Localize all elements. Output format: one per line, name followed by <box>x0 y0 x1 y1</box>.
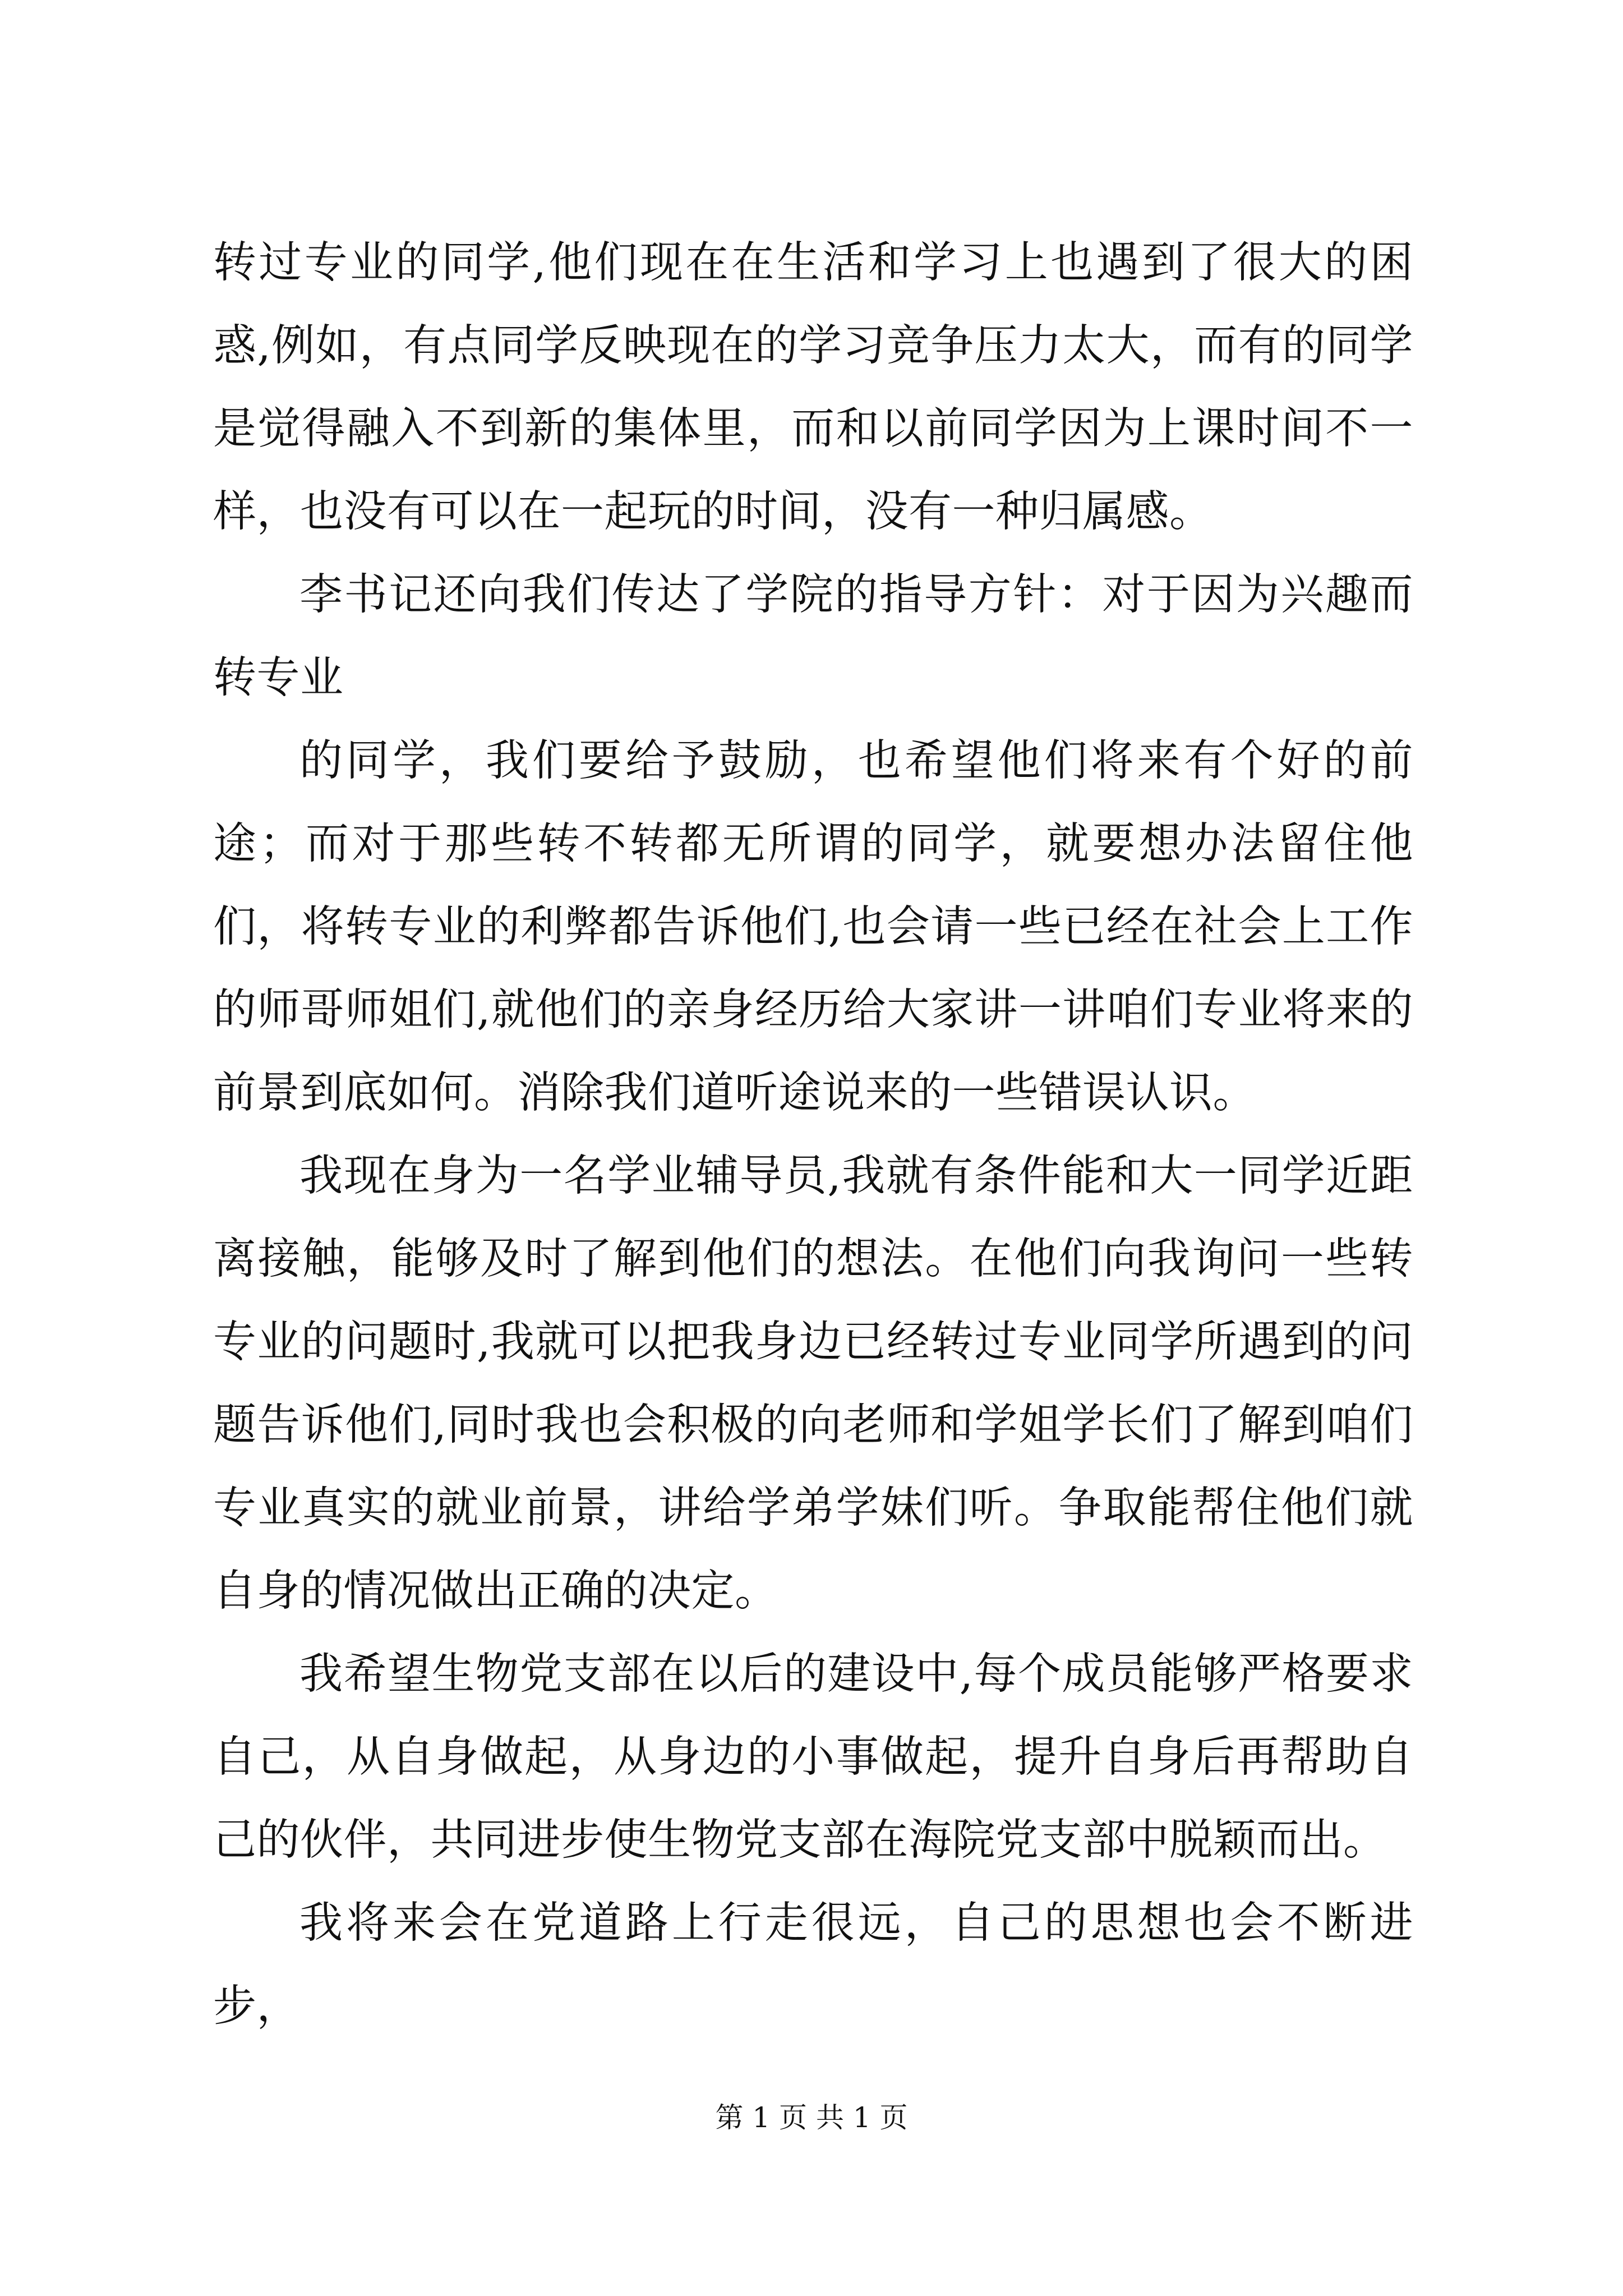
paragraph-encouragement: 的同学，我们要给予鼓励，也希望他们将来有个好的前途；而对于那些转不转都无所谓的同学，就要想办法留住他们，将转专业的利弊都告诉他们,也会请一些已经在社会上工作的师哥师姐们,就他们的亲身经历给大家讲一讲咱们专业将来的前景到底如何。消除我们道听途说来的一些错误认识。 <box>213 736 1413 1118</box>
paragraph-future: 我将来会在党道路上行走很远，自己的思想也会不断进步， <box>213 1898 1413 2031</box>
document-body <box>213 222 1413 2048</box>
paragraph-continuation: 转过专业的同学,他们现在在生活和学习上也遇到了很大的困惑,例如，有点同学反映现在的学习竞争压力太大，而有的同学是觉得融入不到新的集体里，而和以前同学因为上课时间不一样，也没有可以在一起玩的时间，没有一种归属感。 <box>213 238 1413 537</box>
paragraph-guidance: 李书记还向我们传达了学院的指导方针：对于因为兴趣而转专业 <box>213 570 1413 703</box>
page-footer: 第 1 页 共 1 页 <box>715 2101 908 2134</box>
paragraph-tutor-role: 我现在身为一名学业辅导员,我就有条件能和大一同学近距离接触，能够及时了解到他们的想法。在他们向我询问一些转专业的问题时,我就可以把我身边已经转过专业同学所遇到的问题告诉他们,同时我也会积极的向老师和学姐学长们了解到咱们专业真实的就业前景，讲给学弟学妹们听。争取能帮住他们就自身的情况做出正确的决定。 <box>213 1151 1413 1616</box>
paragraph-branch-hope: 我希望生物党支部在以后的建设中,每个成员能够严格要求自己，从自身做起，从身边的小事做起，提升自身后再帮助自己的伙伴，共同进步使生物党支部在海院党支部中脱颖而出。 <box>213 1649 1413 1865</box>
